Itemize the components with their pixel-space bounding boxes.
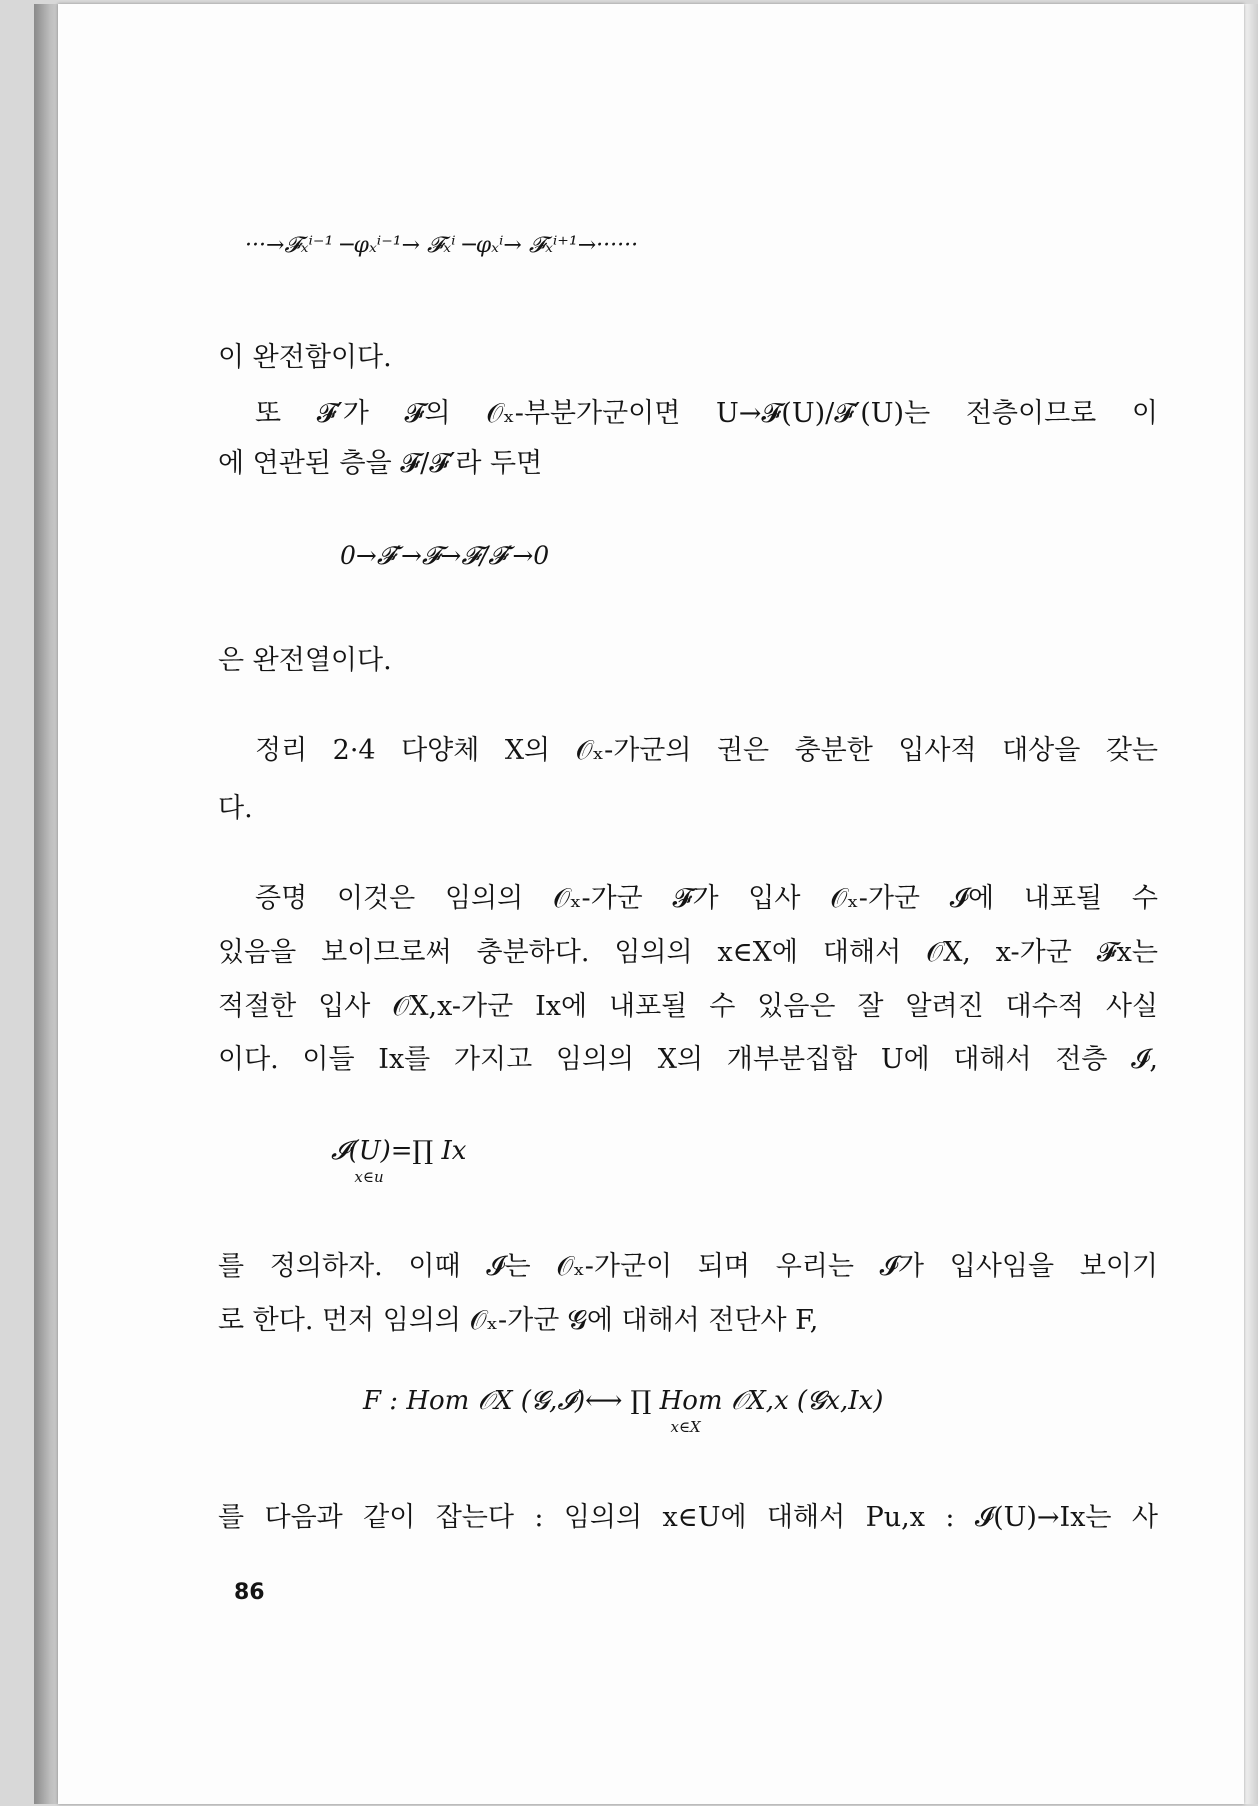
hom-formula — [363, 1384, 884, 1436]
text-line-4: 은 완전열이다. — [218, 645, 392, 676]
book-page — [58, 4, 1244, 1804]
page-edge-right — [1244, 4, 1258, 1804]
product-index: x∈u — [354, 1168, 384, 1186]
hom-expression: F : Hom 𝒪X (𝓖,𝓘)⟷ ∏ Hom 𝒪X,x (𝓖x,Ix) x∈X — [363, 1384, 883, 1418]
text-line-2: 또 𝓕′가 𝓕의 𝒪ₓ-부분가군이면 U→𝓕(U)/𝓕′(U)는 전층이므로 이 — [255, 398, 1158, 429]
page-number: 86 — [234, 1580, 265, 1605]
text-line-5: 를 정의하자. 이때 𝓘는 𝒪ₓ-가군이 되며 우리는 𝓘가 입사임을 보이기 — [218, 1251, 1158, 1282]
text-line-3: 에 연관된 층을 𝓕/𝓕′라 두면 — [218, 448, 543, 479]
proof-line-1: 증명 이것은 임의의 𝒪ₓ-가군 𝓕가 입사 𝒪ₓ-가군 𝓘에 내포될 수 — [255, 883, 1158, 914]
proof-line-4: 이다. 이들 Ix를 가지고 임의의 X의 개부분집합 U에 대해서 전층 𝓘, — [218, 1044, 1158, 1075]
proof-line-2: 있음을 보이므로써 충분하다. 임의의 x∈X에 대해서 𝒪X, x-가군 𝓕x는 — [218, 937, 1158, 968]
product-expression: 𝓘(U)=∏ Ix x∈u — [331, 1134, 466, 1168]
theorem-line-1: 정리 2·4 다양체 X의 𝒪ₓ-가군의 권은 충분한 입사적 대상을 갖는 — [255, 735, 1158, 766]
text-line-6: 로 한다. 먼저 임의의 𝒪ₓ-가군 𝓖에 대해서 전단사 F, — [218, 1305, 819, 1336]
page-content — [58, 4, 1244, 1804]
theorem-line-2: 다. — [218, 793, 253, 824]
short-exact-sequence-formula: 0→𝓕′→𝓕→𝓕/𝓕′→0 — [340, 541, 550, 570]
proof-line-3: 적절한 입사 𝒪X,x-가군 Ix에 내포될 수 있음은 잘 알려진 대수적 사실 — [218, 991, 1158, 1022]
product-formula — [331, 1134, 467, 1186]
hom-index: x∈X — [670, 1418, 701, 1436]
text-line-1: 이 완전함이다. — [218, 342, 392, 373]
exact-sequence-formula: ···→𝓕ₓⁱ⁻¹ ─φₓⁱ⁻¹→ 𝓕ₓⁱ ─φₓⁱ→ 𝓕ₓⁱ⁺¹→······ — [245, 233, 639, 258]
text-line-7: 를 다음과 같이 잡는다 : 임의의 x∈U에 대해서 Pu,x : 𝓘(U)→Ix는 사 — [218, 1502, 1158, 1533]
